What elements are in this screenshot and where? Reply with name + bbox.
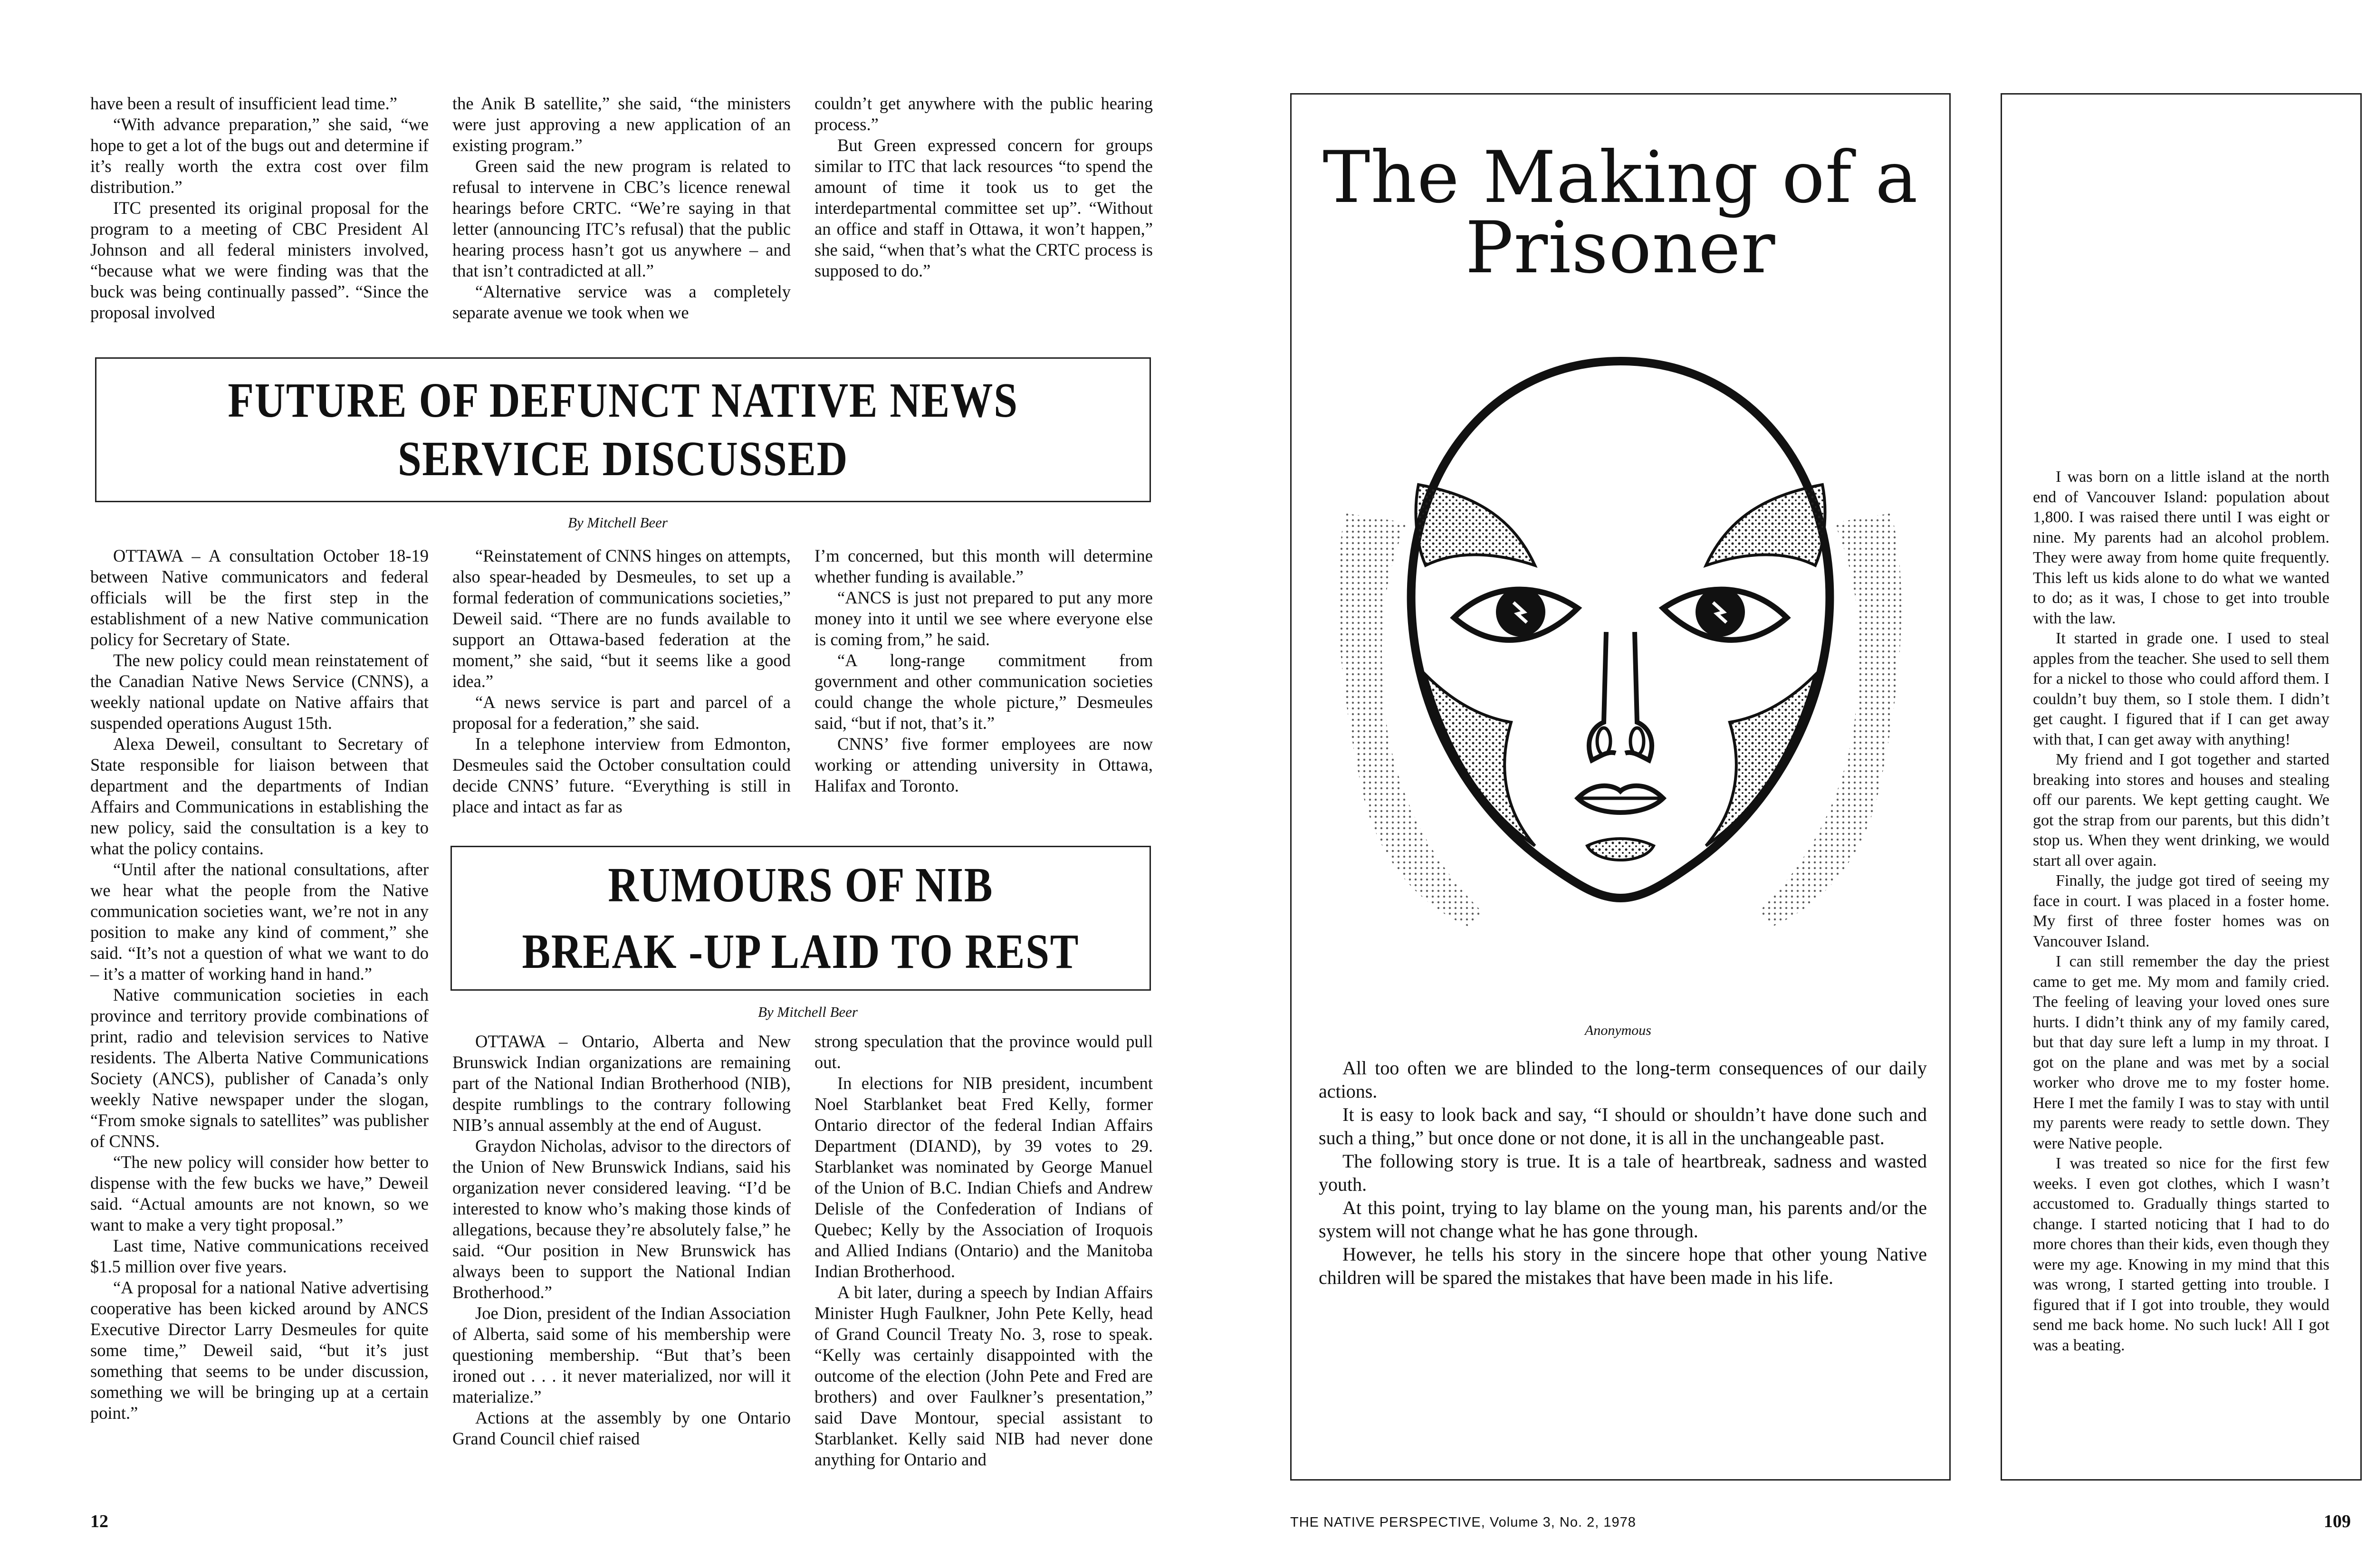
paragraph: In a telephone interview from Edmonton, Desmeules said the October consultation could decide CNNS’ future. “Everything is still in place and intact as far as [452, 734, 791, 816]
byline: By Mitchell Beer [567, 514, 668, 531]
paragraph: “Until after the national consultations, after we hear what the people from the Native communication societies want, we’re not in any position to make any kind of comment,” she said. “It’s not a question of what we want to do – it’s a matter of working hand in hand.” [90, 860, 429, 984]
paragraph: “The new policy will consider how better to dispense with the few bucks we have,” Deweil said. “Actual amounts are not known, so we want to make a very tight proposal.” [90, 1152, 429, 1234]
paragraph: In elections for NIB president, incumbent Noel Starblanket beat Fred Kelly, former Ontario director of the federal Indian Affairs Department (DIAND), by 39 votes to 29. Starblanket was nominated by George Manuel of the Union of B.C. Indian Chiefs and Andrew Delisle of the Confederation of Indians of Quebec; Kelly by the Association of Iroquois and Allied Indians (Ontario) and the Manitoba Indian Brotherhood. [814, 1073, 1153, 1281]
paragraph: couldn’t get anywhere with the public hearing process.” [814, 94, 1153, 134]
headline-line: RUMOURS OF NIB [608, 858, 994, 913]
paragraph: But Green expressed concern for groups similar to ITC that lack resources “to spend the amount of time it took us to get the interdepartmental committee set up”. “Without an office and staff in Ottawa, it won’t happen,” she said, “when that’s what the CRTC process is supposed to do.” [814, 135, 1153, 280]
paragraph: Alexa Deweil, consultant to Secretary of State responsible for liaison between that department and the departments of Indian Affairs and Communications in establishing the new policy, said the consultation is a key to what the policy contains. [90, 734, 429, 858]
paragraph: Green said the new program is related to refusal to intervene in CBC’s licence renewal hearings before CRTC. “We’re saying in that letter (announcing ITC’s refusal) that the public hearing process hasn’t got us anywhere – and that isn’t contradicted at all.” [452, 156, 791, 280]
paragraph: “Reinstatement of CNNS hinges on attempts, also spear-headed by Desmeules, to set up a formal federation of communications societies,” Deweil said. “There are no funds available to support an Ottawa-based federation at the moment,” she said, “but it seems like a good idea.” [452, 546, 791, 691]
paragraph: ITC presented its original proposal for the program to a meeting of CBC President Al Johnson and all federal ministers involved, “because what we were finding was that the buck was being continually passed”. “Since the proposal involved [90, 198, 429, 322]
continued-column-3 [814, 93, 1153, 281]
title-line: The Making of a [1322, 136, 1918, 219]
paragraph: “Alternative service was a completely separate avenue we took when we [452, 282, 791, 322]
article1-column-2 [452, 545, 791, 817]
headline-line: BREAK -UP LAID TO REST [522, 924, 1080, 979]
paragraph: All too often we are blinded to the long-term consequences of our daily actions. [1319, 1057, 1927, 1102]
title-line: Prisoner [1465, 207, 1776, 289]
paragraph: have been a result of insufficient lead time.” [90, 94, 397, 113]
headline-line: SERVICE DISCUSSED [397, 431, 849, 486]
headline-line: FUTURE OF DEFUNCT NATIVE NEWS [228, 373, 1018, 428]
feature-intro [1319, 1056, 1927, 1289]
paragraph: “With advance preparation,” she said, “we hope to get a lot of the bugs out and determine if it’s really worth the extra cost over film distribution.” [90, 115, 429, 197]
continued-column-2 [452, 93, 791, 323]
paragraph: “A long-range commitment from government and other communication societies could change the whole picture,” Desmeules said, “but if not, that’s it.” [814, 650, 1153, 733]
paragraph: Graydon Nicholas, advisor to the directors of the Union of New Brunswick Indians, said his organization never considered leaving. “I’d be interested to know who’s making those kinds of allegations, because they’re absolutely false,” he said. “Our position in New Brunswick has always been to support the National Indian Brotherhood.” [452, 1136, 791, 1302]
publication-footer: THE NATIVE PERSPECTIVE, Volume 3, No. 2, 1978 [1290, 1515, 1636, 1530]
headline [228, 372, 1018, 488]
paragraph: It is easy to look back and say, “I should or shouldn’t have done such and such a thing,” but once done or not done, it is all in the unchangeable past. [1319, 1104, 1927, 1148]
paragraph: Finally, the judge got tired of seeing my face in court. I was placed in a foster home. My first of three foster homes was on Vancouver Island. [2033, 872, 2329, 950]
paragraph: the Anik B satellite,” she said, “the ministers were just approving a new application of an existing program.” [452, 94, 791, 155]
paragraph: OTTAWA – Ontario, Alberta and New Brunswick Indian organizations are remaining part of the National Indian Brotherhood (NIB), despite rumblings to the contrary following NIB’s annual assembly at the end of August. [452, 1032, 791, 1135]
page-number: 109 [2324, 1511, 2351, 1531]
paragraph: I was born on a little island at the north end of Vancouver Island: population about 1,800. I was raised there until I was eight or nine. My parents had an alcohol problem. They were away from home quite frequently. This left us kids alone to do what we wanted to do; as it was, I chose to get into trouble with the law. [2033, 468, 2329, 627]
paragraph: CNNS’ five former employees are now working or attending university in Ottawa, Halifax and Toronto. [814, 734, 1153, 795]
paragraph: OTTAWA – A consultation October 18-19 between Native communicators and federal officials will be the first step in the establishment of a new Native communication policy for Secretary of State. [90, 546, 429, 649]
paragraph: I can still remember the day the priest came to get me. My mom and family cried. The feeling of leaving your loved ones sure hurts. I didn’t think any of my family cared, but that day sure left a lump in my throat. I got on the plane and was met by a social worker who drove me to my foster home. Here I met the family I was to stay with until my parents were ready to settle down. They were Native people. [2033, 953, 2329, 1152]
byline: By Mitchell Beer [757, 1004, 858, 1020]
page-number: 12 [90, 1511, 108, 1531]
paragraph: I’m concerned, but this month will determine whether funding is available.” [814, 546, 1153, 586]
continued-column-1 [90, 93, 429, 323]
feature-title [1295, 136, 1946, 289]
illustration-caption: Anonymous [1585, 1023, 1651, 1038]
paragraph: “ANCS is just not prepared to put any more money into it until we see where everyone else is coming from,” he said. [814, 588, 1153, 649]
paragraph: strong speculation that the province would pull out. [814, 1032, 1153, 1072]
headline-box-nib-rumours [450, 846, 1151, 991]
paragraph: The new policy could mean reinstatement of the Canadian Native News Service (CNNS), a weekly national update on Native affairs that suspended operations August 15th. [90, 650, 429, 733]
headline [522, 852, 1080, 985]
paragraph: “A news service is part and parcel of a proposal for a federation,” she said. [452, 692, 791, 733]
paragraph: I was treated so nice for the first few weeks. I even got clothes, which I wasn’t accustomed to. Gradually things started to change. I started noticing that I had to do more chores than their kids, even though they were my age. Knowing in my mind that this was wrong, I started getting into trouble. I figured that if I got into trouble, they would send me back home. No such luck! All I got was a beating. [2033, 1155, 2329, 1354]
paragraph: Native communication societies in each province and territory provide combinations of print, radio and television services to Native residents. The Alberta Native Communications Society (ANCS), publisher of Canada’s only weekly Native newspaper under the slogan, “From smoke signals to satellites” was publisher of CNNS. [90, 985, 429, 1151]
article2-column-1 [452, 1031, 791, 1449]
paragraph: However, he tells his story in the sincere hope that other young Native children will be spared the mistakes that have been made in his life. [1319, 1243, 1927, 1288]
article1-column-1 [90, 545, 429, 1424]
paragraph: A bit later, during a speech by Indian Affairs Minister Hugh Faulkner, John Pete Kelly, head of Grand Council Treaty No. 3, rose to speak. “Kelly was certainly disappointed with the outcome of the election (John Pete and Fred are brothers) and over Faulkner’s presentation,” said Dave Montour, special assistant to Starblanket. Kelly said NIB had never done anything for Ontario and [814, 1282, 1153, 1469]
headline-box-defunct-news [95, 357, 1151, 502]
paragraph: Joe Dion, president of the Indian Association of Alberta, said some of his membership were questioning membership. “But that’s been ironed out . . . it never materialized, nor will it materialize.” [452, 1303, 791, 1406]
paragraph: At this point, trying to lay blame on the young man, his parents and/or the system will not change what he has gone through. [1319, 1197, 1927, 1242]
story-column [2033, 467, 2329, 1356]
article1-column-3 [814, 545, 1153, 796]
paragraph: Last time, Native communications received $1.5 million over five years. [90, 1236, 429, 1276]
paragraph: “A proposal for a national Native advertising cooperative has been kicked around by ANCS Executive Director Larry Desmeules for quite some time,” Deweil said, “but it’s just something that seems to be under discussion, something we will be bringing up at a certain point.” [90, 1278, 429, 1423]
face-illustration [1312, 342, 1929, 979]
article2-column-2 [814, 1031, 1153, 1470]
paragraph: Actions at the assembly by one Ontario Grand Council chief raised [452, 1408, 791, 1448]
paragraph: The following story is true. It is a tale of heartbreak, sadness and wasted youth. [1319, 1150, 1927, 1195]
paragraph: It started in grade one. I used to steal apples from the teacher. She used to sell them for a nickel to those who could afford them. I couldn’t buy them, so I stole them. I didn’t get caught. I figured that if I can get away with that, I can get away with anything! [2033, 630, 2329, 748]
paragraph: My friend and I got together and started breaking into stores and houses and stealing off our parents. We kept getting caught. We got the strap from our parents, but this didn’t stop us. When they went drinking, we would start all over again. [2033, 751, 2329, 870]
